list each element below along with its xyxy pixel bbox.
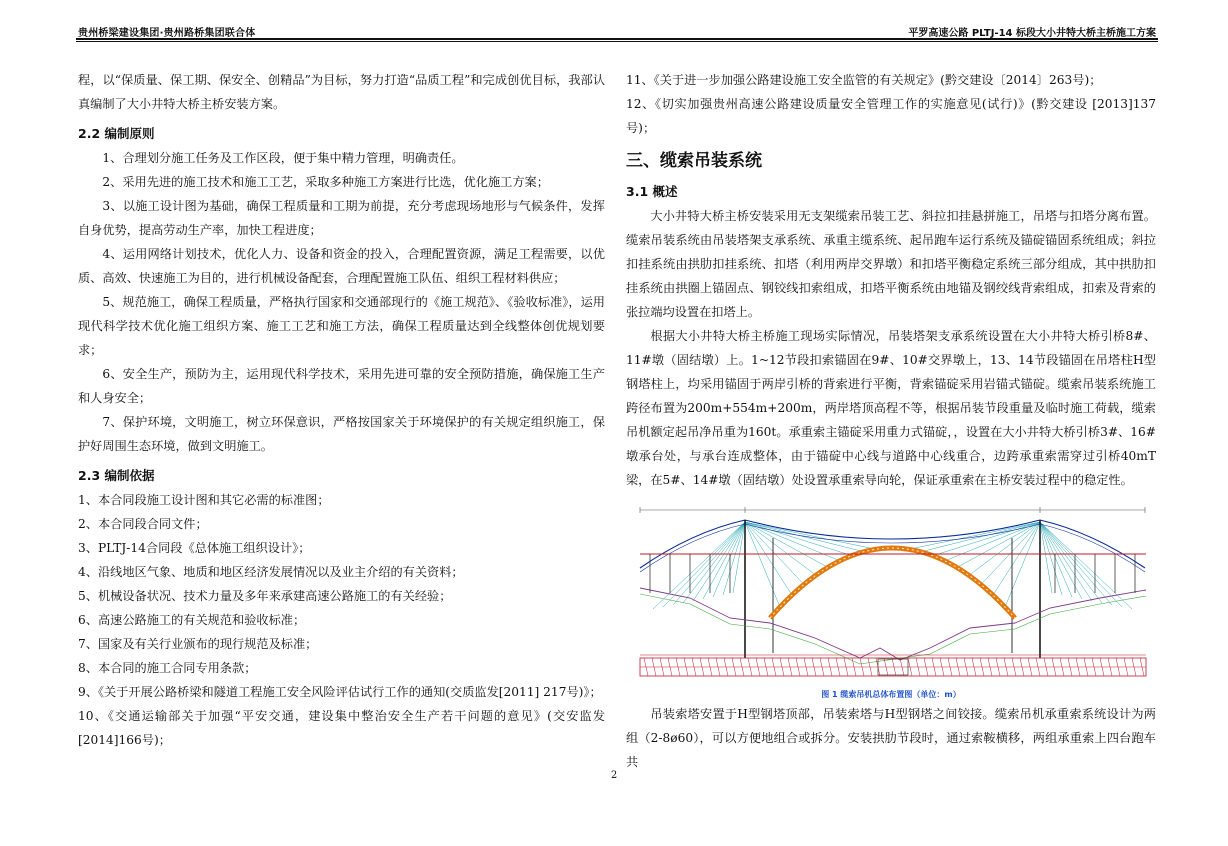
principle-item: 4、运用网络计划技术，优化人力、设备和资金的投入，合理配置资源，满足工程需要，以优质、高效、快速施工为目的，进行机械设备配套，合理配置施工队伍、组织工程材料供应；: [78, 247, 605, 285]
chapter-3-title: 三、缆索吊装系统: [626, 151, 762, 171]
header-rule: [76, 38, 1158, 40]
principle-item: 2、采用先进的施工技术和施工工艺，采取多种施工方案进行比选，优化施工方案；: [102, 175, 549, 189]
reference-item: 11、《关于进一步加强公路建设施工安全监管的有关规定》(黔交建设〔2014〕263号)；: [626, 73, 1102, 87]
page-number: 2: [610, 770, 618, 781]
basis-item: 8、本合同的施工合同专用条款；: [78, 661, 257, 675]
basis-item: 6、高速公路施工的有关规范和验收标准；: [78, 613, 306, 627]
overview-paragraph-2: 根据大小井特大桥主桥施工现场实际情况，吊装塔架支承系统设置在大小井特大桥引桥8#、11#墩（固结墩）上。1~12节段扣索锚固在9#、10#交界墩上，13、14节段锚固在吊塔柱H型钢塔柱上，均采用锚固于两岸引桥的背索进行平衡，背索锚碇采用岩锚式锚碇。缆索吊装系统施工跨径布置为200m+554m+200m，两岸塔顶高程不等，根据吊装节段重量及临时施工荷载，缆索吊机额定起吊净吊重为160t。承重索主锚碇采用重力式锚碇，，设置在大小井特大桥引桥3#、16#墩承台处，与承台连成整体，由于锚碇中心线与道路中心线重合，边跨承重索需穿过引桥40mT梁，在5#、14#墩（固结墩）处设置承重索导向轮，保证承重索在主桥安装过程中的稳定性。: [626, 329, 1156, 487]
cable-crane-layout-figure: [630, 498, 1156, 688]
section-3-1-title: 3.1 概述: [626, 184, 678, 199]
principle-item: 1、合理划分施工任务及工作区段，便于集中精力管理，明确责任。: [102, 151, 464, 165]
overview-paragraph-1: 大小井特大桥主桥安装采用无支架缆索吊装工艺、斜拉扣挂悬拼施工，吊塔与扣塔分离布置。缆索吊装系统由吊装塔架支承系统、承重主缆系统、起吊跑车运行系统及锚碇锚固系统组成；斜拉扣挂系统由拱肋扣挂系统、扣塔（利用两岸交界墩）和扣塔平衡稳定系统三部分组成，其中拱肋扣挂系统由拱圈上锚固点、钢铰线扣索组成，扣塔平衡系统由地锚及钢绞线背索组成，扣索及背索的张拉端均设置在扣塔上。: [626, 209, 1156, 319]
basis-item: 1、本合同段施工设计图和其它必需的标准图；: [78, 493, 330, 507]
section-2-2-title: 2.2 编制原则: [78, 126, 155, 141]
principle-item: 3、以施工设计图为基础，确保工程质量和工期为前提，充分考虑现场地形与气候条件，发挥自身优势，提高劳动生产率，加快工程进度；: [78, 199, 605, 237]
bridge-drawing: [630, 498, 1156, 688]
basis-item: 5、机械设备状况、技术力量及多年来承建高速公路施工的有关经验；: [78, 589, 452, 603]
basis-item: 3、PLTJ-14合同段《总体施工组织设计》；: [78, 541, 311, 555]
reference-item: 12、《切实加强贵州高速公路建设质量安全管理工作的实施意见(试行)》(黔交建设 [2013]137号)；: [626, 97, 1156, 135]
right-column: [626, 68, 1156, 774]
overview-paragraph-3: 吊装索塔安置于H型钢塔顶部，吊装索塔与H型钢塔之间铰接。缆索吊机承重索系统设计为两组（2-8ø60），可以方便地组合或拆分。安装拱肋节段时，通过索鞍横移，两组承重索上四台跑车共: [626, 707, 1156, 769]
basis-item: 10、《交通运输部关于加强“平安交通，建设集中整治安全生产若干问题的意见》(交安监发[2014]166号)；: [78, 709, 605, 747]
basis-item: 9、《关于开展公路桥梁和隧道工程施工安全风险评估试行工作的通知(交质监发[2011] 217号)》；: [78, 685, 602, 699]
basis-item: 2、本合同段合同文件；: [78, 517, 208, 531]
intro-paragraph: 程，以“保质量、保工期、保安全、创精品”为目标，努力打造“品质工程”和完成创优目标，我部认真编制了大小井特大桥主桥安装方案。: [78, 73, 605, 111]
section-2-3-title: 2.3 编制依据: [78, 468, 155, 483]
header-left: 贵州桥梁建设集团·贵州路桥集团联合体: [78, 28, 256, 39]
basis-item: 4、沿线地区气象、地质和地区经济发展情况以及业主介绍的有关资料；: [78, 565, 464, 579]
header-rule-thin: [76, 41, 1158, 42]
header-right: 平罗高速公路 PLTJ-14 标段大小井特大桥主桥施工方案: [908, 28, 1156, 39]
basis-item: 7、国家及有关行业颁布的现行规范及标准；: [78, 637, 318, 651]
principle-item: 7、保护环境，文明施工，树立环保意识，严格按国家关于环境保护的有关规定组织施工，保护好周围生态环境，做到文明施工。: [78, 415, 605, 453]
left-column: [78, 68, 605, 752]
principle-item: 5、规范施工，确保工程质量，严格执行国家和交通部现行的《施工规范》、《验收标准》，运用现代科学技术优化施工组织方案、施工工艺和施工方法，确保工程质量达到全线整体创优规划要求；: [78, 295, 605, 357]
principle-item: 6、安全生产，预防为主，运用现代科学技术，采用先进可靠的安全预防措施，确保施工生产和人身安全；: [78, 367, 605, 405]
figure-caption: 图 1 缆索吊机总体布置图（单位：m）: [821, 690, 961, 699]
